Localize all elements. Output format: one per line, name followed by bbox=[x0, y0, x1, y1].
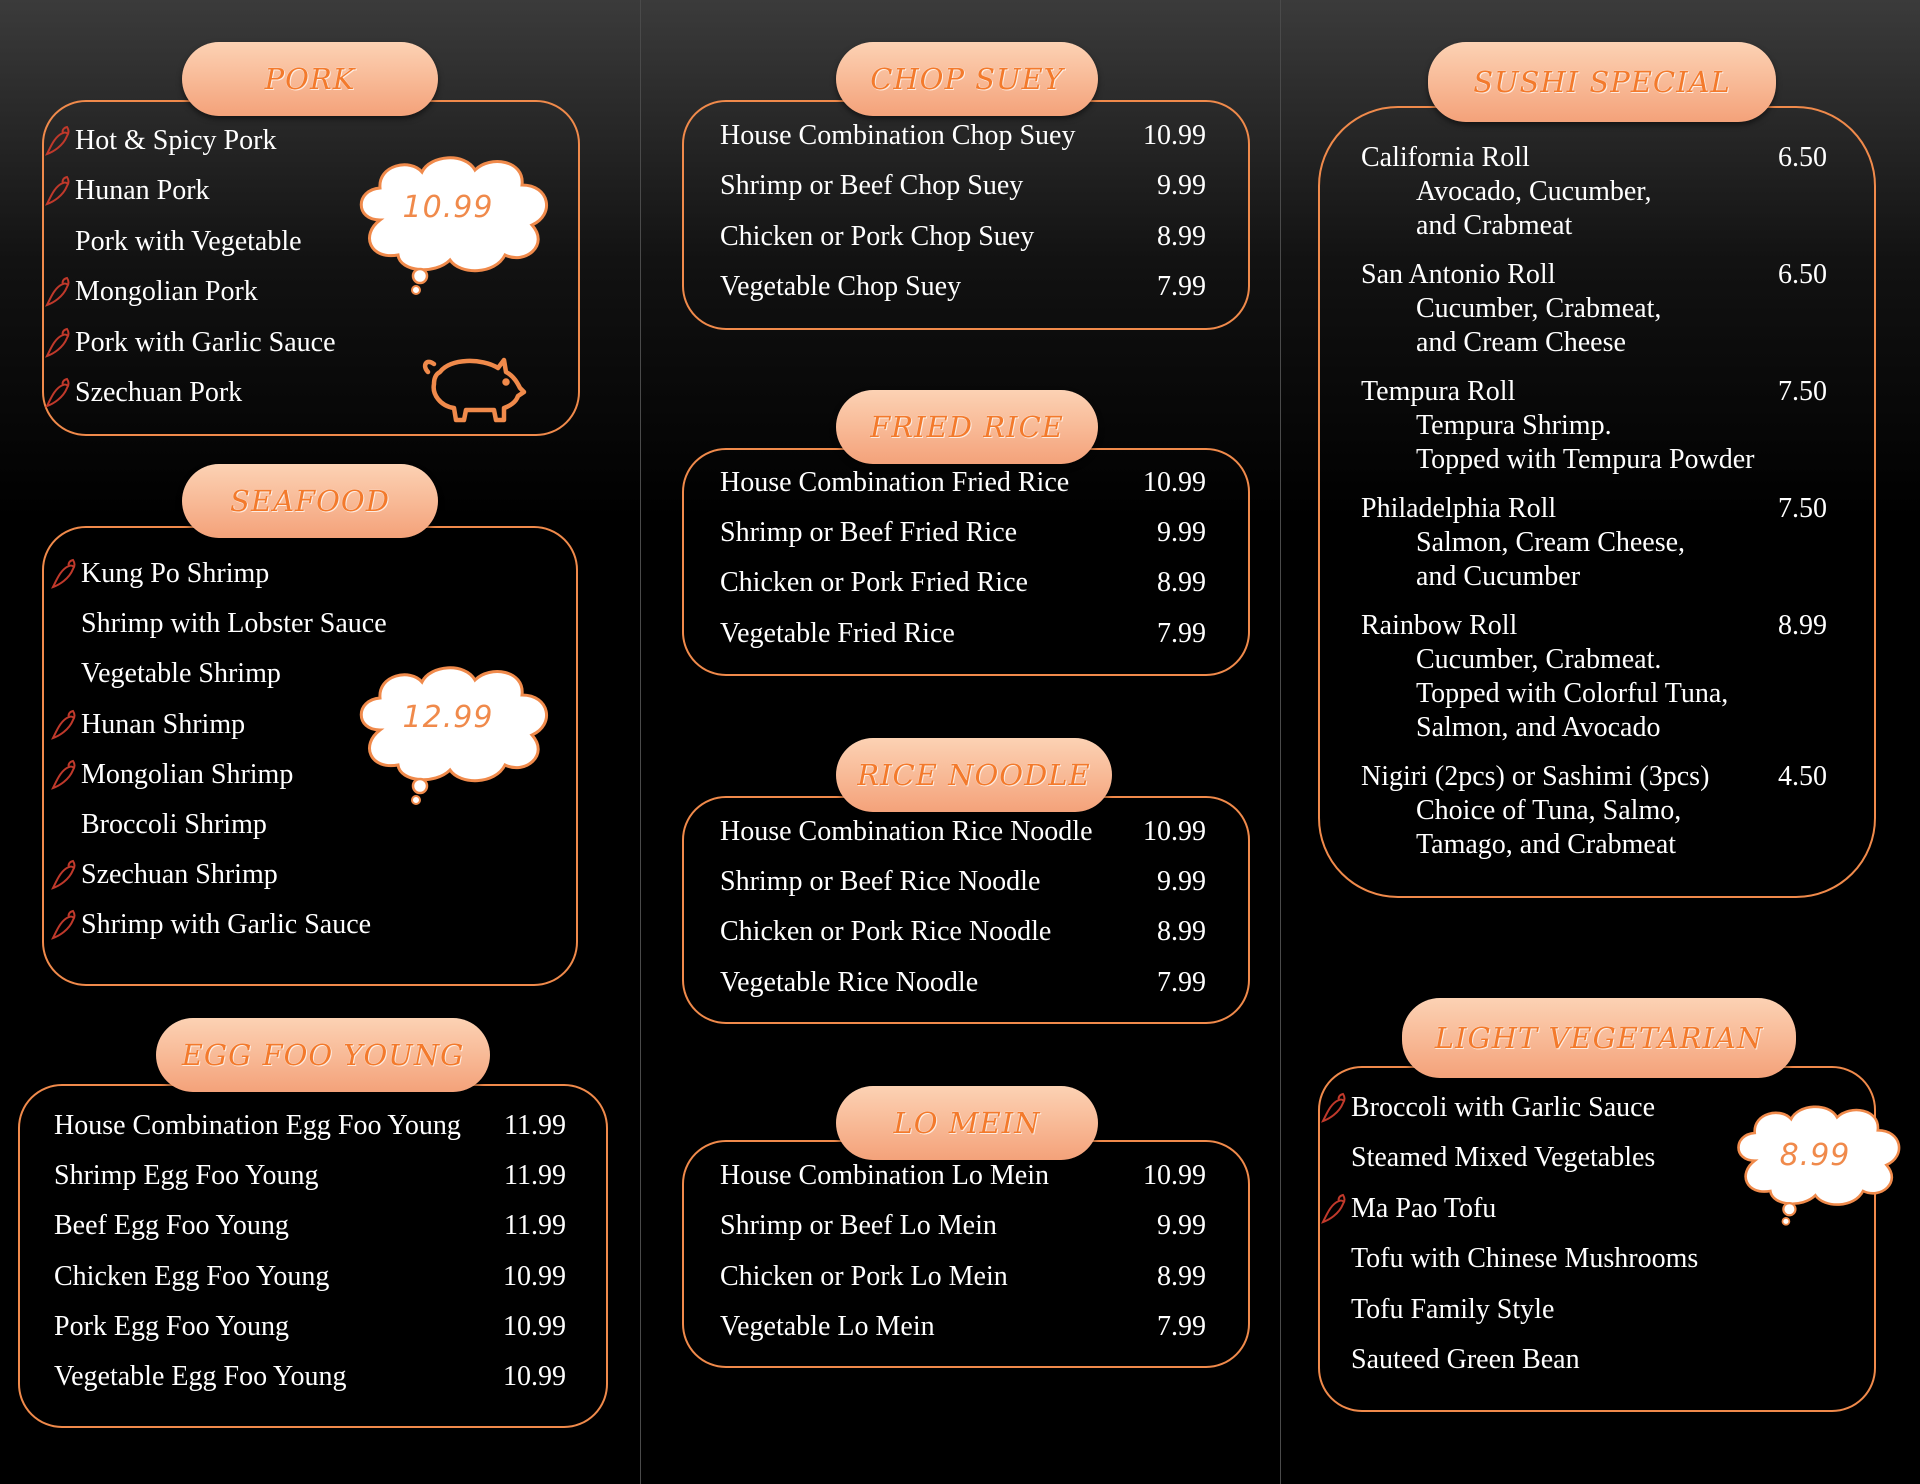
sushi-item-price: 6.50 bbox=[1778, 142, 1827, 173]
menu-item-name: Pork with Vegetable bbox=[75, 225, 302, 257]
chili-pepper-icon bbox=[43, 376, 73, 410]
chili-pepper-icon bbox=[49, 708, 79, 742]
menu-item-price: 7.99 bbox=[1157, 966, 1206, 998]
menu-item-name: Beef Egg Foo Young bbox=[54, 1210, 289, 1242]
menu-item-name: Szechuan Pork bbox=[75, 377, 243, 408]
sushi-item-description: and Cucumber bbox=[1416, 561, 1581, 592]
chili-pepper-icon bbox=[43, 124, 73, 158]
column-divider-right bbox=[1280, 0, 1281, 1484]
menu-item-name: Mongolian Pork bbox=[75, 276, 258, 308]
menu-item-price: 9.99 bbox=[1157, 866, 1206, 898]
menu-item-price: 9.99 bbox=[1157, 170, 1206, 202]
menu-item-name: Vegetable Rice Noodle bbox=[720, 966, 979, 998]
menu-item-name: House Combination Fried Rice bbox=[720, 467, 1070, 498]
menu-item-name: Hunan Shrimp bbox=[81, 708, 246, 740]
chili-pepper-icon bbox=[49, 858, 79, 892]
menu-item-name: Vegetable Fried Rice bbox=[720, 617, 955, 649]
pig-icon bbox=[420, 350, 530, 424]
menu-item-name: Shrimp Egg Foo Young bbox=[54, 1160, 319, 1192]
menu-item-name: Chicken or Pork Rice Noodle bbox=[720, 916, 1052, 948]
chili-pepper-icon bbox=[49, 758, 79, 792]
sushi-item-price: 7.50 bbox=[1778, 376, 1827, 407]
price-cloud-icon bbox=[350, 660, 556, 810]
chili-pepper-icon bbox=[49, 908, 79, 942]
price-cloud-icon bbox=[350, 150, 556, 300]
sushi-item-name: Rainbow Roll bbox=[1361, 610, 1518, 641]
lo-mein-title: LO MEIN bbox=[836, 1086, 1098, 1160]
sushi-item-description: Tamago, and Crabmeat bbox=[1416, 829, 1677, 860]
menu-item-price: 8.99 bbox=[1157, 1260, 1206, 1292]
menu-item-name: Vegetable Shrimp bbox=[81, 658, 281, 690]
chili-pepper-icon bbox=[43, 326, 73, 360]
column-divider-left bbox=[640, 0, 641, 1484]
menu-item-name: Shrimp or Beef Fried Rice bbox=[720, 517, 1018, 549]
menu-item-name: Pork with Garlic Sauce bbox=[75, 326, 336, 358]
pork-title: PORK bbox=[182, 42, 438, 116]
menu-item-name: Kung Po Shrimp bbox=[81, 558, 270, 589]
menu-item-price: 9.99 bbox=[1157, 1210, 1206, 1242]
seafood-title: SEAFOOD bbox=[182, 464, 438, 538]
menu-item-price: 10.99 bbox=[1143, 120, 1206, 151]
sushi-item-description: Salmon, Cream Cheese, bbox=[1416, 527, 1686, 558]
pork-price: 10.99 bbox=[402, 190, 494, 225]
seafood-price: 12.99 bbox=[402, 700, 494, 735]
menu-item-name: Pork Egg Foo Young bbox=[54, 1310, 289, 1342]
chili-pepper-icon bbox=[1319, 1091, 1349, 1125]
menu-item-price: 11.99 bbox=[504, 1110, 566, 1141]
chili-pepper-icon bbox=[43, 275, 73, 309]
sushi-item-description: and Cream Cheese bbox=[1416, 327, 1626, 358]
menu-item-price: 11.99 bbox=[504, 1160, 566, 1192]
sushi-item-price: 4.50 bbox=[1778, 761, 1827, 792]
sushi-item-description: Cucumber, Crabmeat, bbox=[1416, 293, 1662, 324]
menu-item-name: House Combination Egg Foo Young bbox=[54, 1110, 461, 1141]
chili-pepper-icon bbox=[1319, 1192, 1349, 1226]
menu-item-name: Mongolian Shrimp bbox=[81, 758, 294, 790]
menu-item-name: Szechuan Shrimp bbox=[81, 859, 278, 891]
menu-item-name: Steamed Mixed Vegetables bbox=[1351, 1142, 1656, 1174]
menu-item-price: 8.99 bbox=[1157, 220, 1206, 252]
menu-item-price: 10.99 bbox=[503, 1260, 566, 1292]
menu-item-name: Shrimp or Beef Lo Mein bbox=[720, 1210, 997, 1242]
menu-item-price: 10.99 bbox=[1143, 1160, 1206, 1191]
menu-item-name: House Combination Lo Mein bbox=[720, 1160, 1049, 1191]
menu-item-price: 10.99 bbox=[503, 1310, 566, 1342]
menu-item-price: 11.99 bbox=[504, 1210, 566, 1242]
sushi-item-price: 8.99 bbox=[1778, 610, 1827, 641]
menu-item-price: 10.99 bbox=[1143, 467, 1206, 498]
menu-item-name: Tofu with Chinese Mushrooms bbox=[1351, 1243, 1699, 1275]
sushi-item-description: Topped with Tempura Powder bbox=[1416, 444, 1755, 475]
chop-suey-title: CHOP SUEY bbox=[836, 42, 1098, 116]
light-vegetarian-title: LIGHT VEGETARIAN bbox=[1402, 998, 1796, 1078]
menu-item-name: Shrimp with Lobster Sauce bbox=[81, 608, 387, 640]
menu-item-name: Broccoli Shrimp bbox=[81, 809, 267, 840]
menu-item-price: 7.99 bbox=[1157, 617, 1206, 649]
sushi-special-title: SUSHI SPECIAL bbox=[1428, 42, 1776, 122]
light-vegetarian-price: 8.99 bbox=[1779, 1138, 1851, 1173]
sushi-item-price: 7.50 bbox=[1778, 493, 1827, 524]
sushi-item-description: Avocado, Cucumber, bbox=[1416, 176, 1652, 207]
menu-item-name: Hot & Spicy Pork bbox=[75, 125, 277, 156]
sushi-item-name: Philadelphia Roll bbox=[1361, 493, 1557, 524]
sushi-item-description: Salmon, and Avocado bbox=[1416, 712, 1661, 743]
menu-item-price: 10.99 bbox=[1143, 816, 1206, 847]
menu-item-price: 8.99 bbox=[1157, 916, 1206, 948]
menu-item-name: Shrimp with Garlic Sauce bbox=[81, 909, 372, 941]
menu-item-name: Vegetable Egg Foo Young bbox=[54, 1361, 347, 1392]
menu-item-price: 7.99 bbox=[1157, 1311, 1206, 1343]
menu-item-name: Shrimp or Beef Chop Suey bbox=[720, 170, 1024, 202]
egg-foo-young-title: EGG FOO YOUNG bbox=[156, 1018, 490, 1092]
menu-item-name: Tofu Family Style bbox=[1351, 1293, 1555, 1325]
menu-item-price: 7.99 bbox=[1157, 271, 1206, 303]
menu-item-name: Chicken or Pork Fried Rice bbox=[720, 567, 1028, 599]
sushi-item-name: Nigiri (2pcs) or Sashimi (3pcs) bbox=[1361, 761, 1710, 792]
sushi-item-name: San Antonio Roll bbox=[1361, 259, 1556, 290]
fried-rice-title: FRIED RICE bbox=[836, 390, 1098, 464]
menu-item-name: House Combination Rice Noodle bbox=[720, 816, 1093, 847]
rice-noodle-title: RICE NOODLE bbox=[836, 738, 1112, 812]
menu-item-name: Vegetable Chop Suey bbox=[720, 271, 962, 303]
menu-item-name: Shrimp or Beef Rice Noodle bbox=[720, 866, 1041, 898]
menu-item-name: House Combination Chop Suey bbox=[720, 120, 1076, 151]
menu-item-name: Broccoli with Garlic Sauce bbox=[1351, 1092, 1656, 1123]
menu-item-name: Chicken or Pork Chop Suey bbox=[720, 220, 1035, 252]
sushi-item-name: Tempura Roll bbox=[1361, 376, 1516, 407]
menu-item-name: Sauteed Green Bean bbox=[1351, 1344, 1580, 1375]
menu-item-price: 9.99 bbox=[1157, 517, 1206, 549]
sushi-item-description: Choice of Tuna, Salmo, bbox=[1416, 795, 1682, 826]
menu-item-name: Hunan Pork bbox=[75, 175, 210, 207]
menu-item-price: 10.99 bbox=[503, 1361, 566, 1392]
menu-item-name: Vegetable Lo Mein bbox=[720, 1311, 935, 1343]
sushi-item-description: Topped with Colorful Tuna, bbox=[1416, 678, 1729, 709]
sushi-item-description: and Crabmeat bbox=[1416, 210, 1573, 241]
sushi-item-name: California Roll bbox=[1361, 142, 1530, 173]
chili-pepper-icon bbox=[43, 174, 73, 208]
menu-item-name: Ma Pao Tofu bbox=[1351, 1192, 1497, 1224]
sushi-item-price: 6.50 bbox=[1778, 259, 1827, 290]
chili-pepper-icon bbox=[49, 557, 79, 591]
sushi-item-description: Cucumber, Crabmeat. bbox=[1416, 644, 1662, 675]
menu-item-name: Chicken Egg Foo Young bbox=[54, 1260, 330, 1292]
menu-item-name: Chicken or Pork Lo Mein bbox=[720, 1260, 1008, 1292]
sushi-item-description: Tempura Shrimp. bbox=[1416, 410, 1612, 441]
menu-item-price: 8.99 bbox=[1157, 567, 1206, 599]
